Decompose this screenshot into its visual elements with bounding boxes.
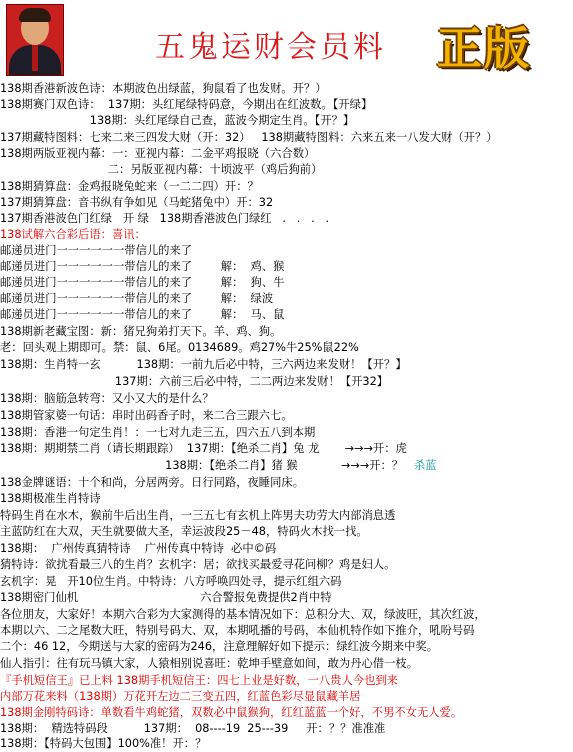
line-flowers-insider: 内部万花来料（138期）万花开左边二三变五四，红蓝色彩尽显鼠藏羊居 (0, 690, 361, 703)
line-postman-5: 邮递员进门一一一一一一带信儿的来了 解： 马、鼠 (0, 308, 285, 321)
line-housekeeper: 138期管家婆一句话：串时出码香子时，来二合三跟六七。 (0, 409, 293, 422)
line-guangzhou-fax: 138期： 广州传真猜特诗 广州传真中特诗 必中©码 (0, 542, 277, 555)
line-atv-insider-2: 二：另版亚视内幕：十顷波平（鸡后狗前） (0, 163, 323, 176)
line-gate-poem-137: 138期赛门双色诗： 137期：头红尾绿特码意，今期出在红波数。【开绿】 (0, 98, 373, 111)
line-gold-riddle: 138金牌谜语：十个和尚，分居两旁。日行同路，夜睡同床。 (0, 476, 304, 489)
line-ban-two-138 (0, 457, 436, 474)
line-postman-2: 邮递员进门一一一一一一带信儿的来了 解： 鸡、猴 (0, 260, 285, 273)
line-hidden-picture: 137期藏特图料：七来二来三四发大财（开：32） 138期藏特图料：六来五来一八发大财（开？） (0, 131, 498, 144)
ban-two-138-text: 138期：【绝杀二肖】猪 猴 →→→开：？ (0, 459, 404, 472)
line-diamond-poem: 138期金刚特码诗：单数看牛鸡蛇猪，双数必中鼠猴狗，红红蓝蓝一个好，不男不女无人爱。 (0, 706, 463, 719)
portrait-hair (19, 8, 51, 22)
line-gate-poem-138: 138期：头红尾绿自己查，蓝波今期定生肖。【开？】 (0, 114, 355, 127)
line-mystery-word: 玄机字：晃 开10位生肖。中特诗：八方呼唤四处寻，提示红组六码 (0, 575, 342, 588)
line-postman-3: 邮递员进门一一一一一一带信儿的来了 解： 狗、牛 (0, 276, 285, 289)
line-atv-insider-1: 138期两版亚视内幕：一：亚视内幕：二金平鸡报晓（六合数） (0, 147, 316, 160)
line-greeting: 各位朋友，大家好！本期六合彩为大家测得的基本情况如下：总积分大、双，绿波旺，其次红波， (0, 608, 486, 621)
line-riddle-heading: 138试解六合彩后语：喜讯： (0, 228, 146, 241)
line-wave-gate: 137期香港波色门红绿 开 绿 138期香港波色门绿红 . . . . (0, 212, 330, 225)
line-big-bundle: 138期：【特码大包围】100%准！开：？ (0, 737, 207, 750)
line-secret-gate: 138期密门仙机 六合警报免费提供2肖中特 (0, 591, 332, 604)
line-brain-teaser: 138期：脑筋急转弯：又小又大的是什么？ (0, 392, 214, 405)
line-abacus-137: 137期猜算盘：音书纵有争如见（马蛇猪兔中）开：32 (0, 196, 274, 209)
line-zodiac-poem-1: 特码生肖在水木，猴前牛后出生肖，一三五七有玄机上阵男夫功劳大内部消息透 (0, 509, 396, 522)
portrait-photo (6, 4, 64, 76)
page-title: 五鬼运财会员料 (155, 30, 386, 65)
line-postman-1: 邮递员进门一一一一一一带信儿的来了 (0, 244, 193, 257)
line-postman-4: 邮递员进门一一一一一一带信儿的来了 解： 绿波 (0, 292, 274, 305)
line-ban-two-137: 138期：期期禁二肖（请长期跟踪） 137期：【绝杀二肖】兔 龙 →→→开：虎 (0, 442, 407, 455)
line-guess-poem: 猜特诗：欲扰看最三八的生肖？玄机字：居；欲找买最爱寻花问柳？鸡是妇人。 (0, 558, 396, 571)
line-hk-phrase: 138期：香港一句定生肖！：一七对九走三五，四六五八到本期 (0, 426, 316, 439)
portrait-tie (32, 45, 38, 71)
ban-two-138-tag: 杀蓝 (413, 459, 437, 472)
line-zodiac-special-138: 138期：生肖特一玄 138期：一前九后必中特，三六两边来发财！【开？】 (0, 358, 407, 371)
line-treasure-map-old: 老：回头观上期即可。禁：鼠、6尾。0134689。鸡27%牛25%鼠22% (0, 341, 359, 354)
line-password: 二个：46 12，今期送与大家的密码为246，注意理解好如下提示：绿红波今期来中奖。 (0, 640, 439, 653)
line-tail-numbers: 本期以六、二之尾数大旺，特别号码大、双，本期吼播的号码，本仙机特作如下推介，吼吩号码 (0, 624, 475, 637)
page-header (0, 0, 573, 84)
line-wave-color-poem: 138期香港新波色诗：本期波色出绿蓝，狗鼠看了也发财。开？） (0, 82, 327, 95)
line-zodiac-poem-2: 主蓝防红在大双，天生就要做大圣，幸运波段25－48，特码火木找一找。 (0, 525, 368, 538)
genuine-edition-badge: 正版 (437, 22, 532, 75)
line-zodiac-poem-title: 138期极准生肖特诗 (0, 492, 101, 505)
line-zodiac-special-137: 137期：六前三后必中特，二二两边来发财！【开32】 (0, 375, 389, 388)
line-sms-king: 『手机短信王』已上料 138期手机短信王：四七上业是好数，一八贵人今也到来 (0, 674, 398, 687)
line-treasure-map-new: 138期新老藏宝图：新：猪兄狗弟打天下。羊、鸡、狗。 (0, 325, 282, 338)
line-immortal-guide: 仙人指引：往有玩马镇大家，人猿相别说喜旺：乾坤手壁意如间，敢为丹心借一枝。 (0, 657, 418, 670)
line-abacus-138: 138期猜算盘：金鸡报晓兔蛇来（一二二四）开：？ (0, 180, 259, 193)
line-selected-range: 138期： 精选特码段 137期： 08----19 25---39 开：？？准准准 (0, 722, 386, 735)
